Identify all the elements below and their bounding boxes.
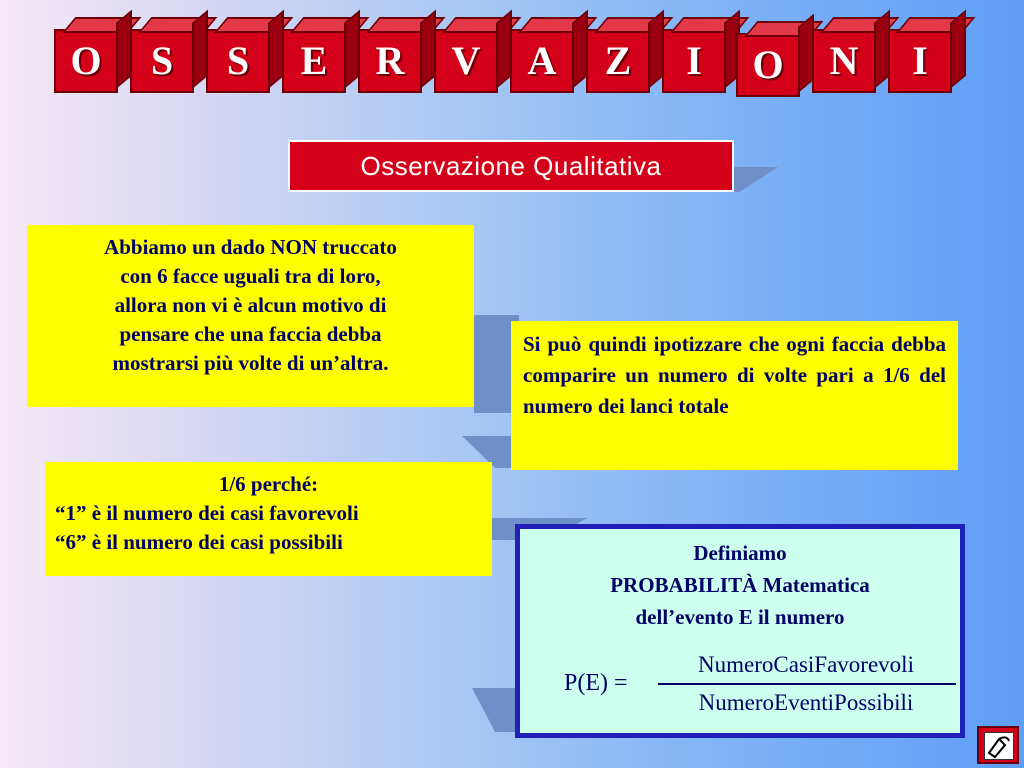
probability-formula	[560, 649, 950, 719]
formula-lhs: P(E) =	[564, 670, 628, 696]
definition-line: dell’evento E il numero	[635, 605, 845, 629]
text-line: mostrarsi più volte di un’altra.	[112, 351, 389, 375]
text-line: allora non vi è alcun motivo di	[114, 293, 387, 317]
explanation-box	[27, 225, 474, 407]
text-line: pensare che una faccia debba	[119, 322, 382, 346]
title-letter: S	[206, 29, 270, 93]
title-letter: R	[358, 29, 422, 93]
text-line: Abbiamo un dado NON truccato	[104, 235, 397, 259]
subtitle: Osservazione Qualitativa	[288, 140, 734, 192]
title-letter: O	[736, 33, 800, 97]
title-letter: V	[434, 29, 498, 93]
title-letter: S	[130, 29, 194, 93]
title-letter: I	[662, 29, 726, 93]
title-letter: N	[812, 29, 876, 93]
next-slide-button[interactable]	[977, 726, 1019, 764]
definition-line: Definiamo	[693, 541, 787, 565]
title-letter: E	[282, 29, 346, 93]
formula-numerator: NumeroCasiFavorevoli	[698, 652, 914, 677]
possible-cases-line: “6” è il numero dei casi possibili	[55, 530, 343, 554]
definition-box	[515, 524, 965, 738]
formula-denominator: NumeroEventiPossibili	[698, 690, 914, 715]
title-letter: I	[888, 29, 952, 93]
title-banner	[52, 11, 972, 101]
mouse-pointer-icon	[984, 732, 1014, 760]
title-letter: O	[54, 29, 118, 93]
title-letter: A	[510, 29, 574, 93]
title-letter: Z	[586, 29, 650, 93]
fraction-explanation-box	[45, 462, 492, 576]
fraction-heading: 1/6 perché:	[218, 472, 319, 496]
fraction-bar	[658, 683, 956, 685]
text-line: con 6 facce uguali tra di loro,	[120, 264, 381, 288]
hypothesis-text: Si può quindi ipotizzare che ogni faccia debba comparire un numero di volte pari a 1/6 del numero dei lanci totale	[523, 332, 946, 418]
favorable-cases-line: “1” è il numero dei casi favorevoli	[55, 501, 359, 525]
defbox-shadow	[472, 688, 518, 732]
hypothesis-box	[511, 321, 958, 470]
definition-line: PROBABILITÀ Matematica	[610, 573, 870, 597]
